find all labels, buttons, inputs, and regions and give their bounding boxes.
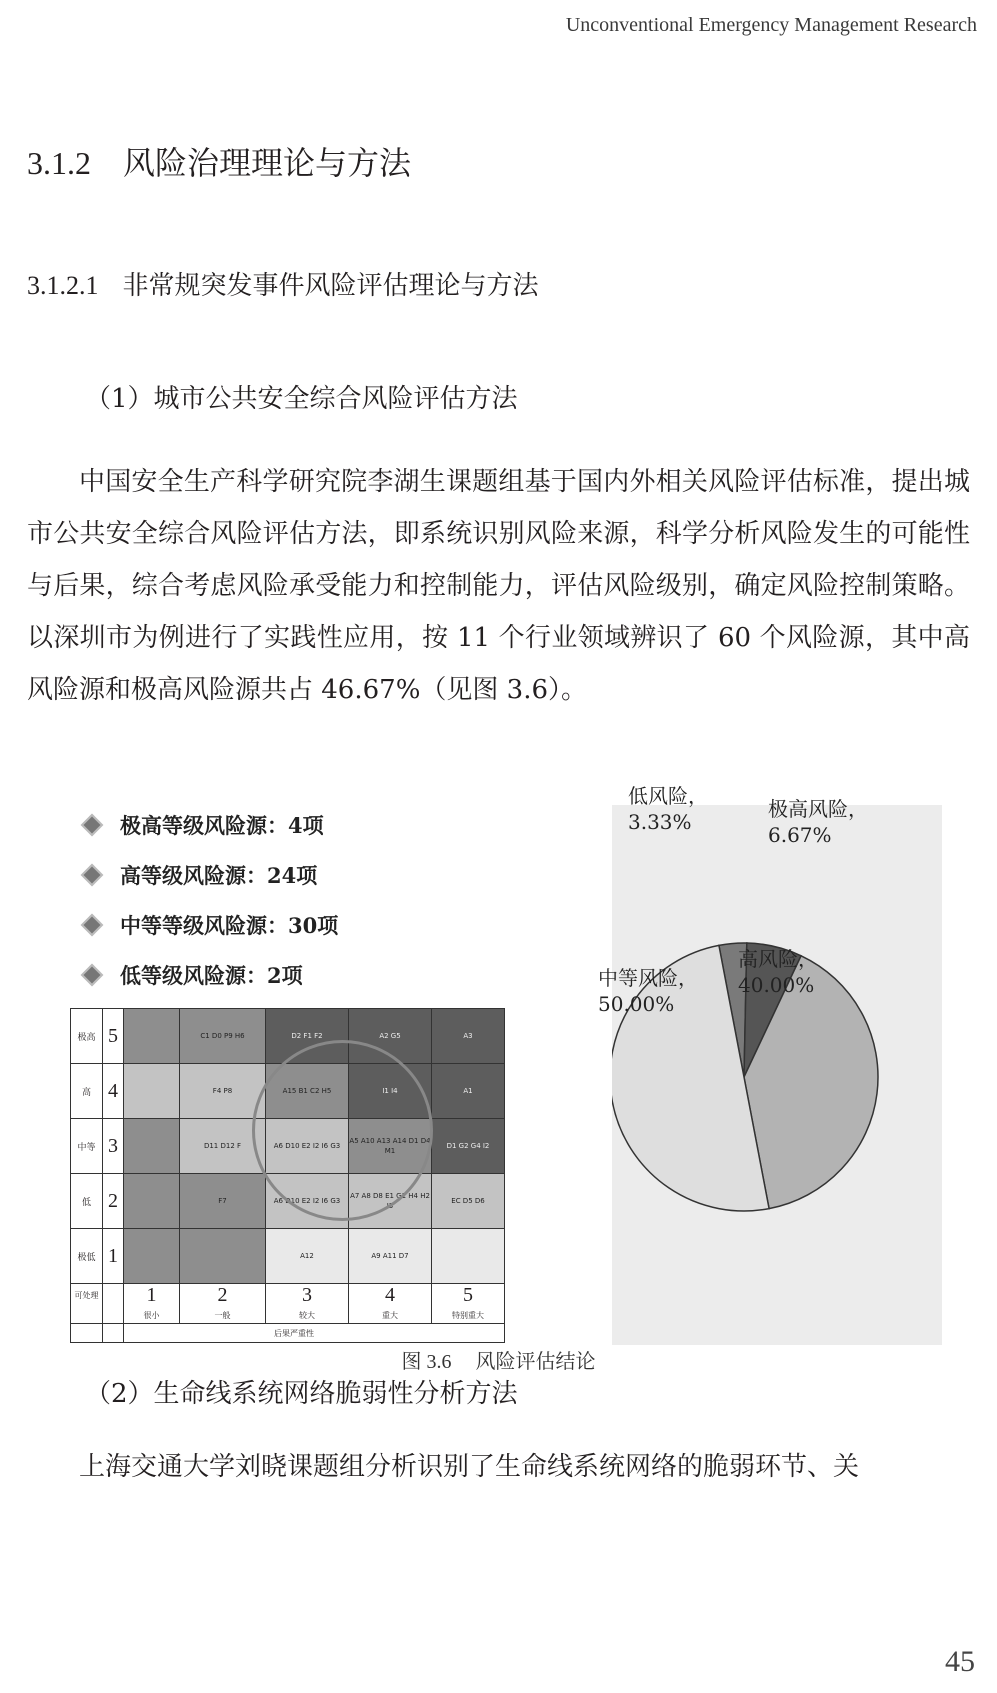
matrix-row-label: 极高 <box>71 1009 103 1064</box>
diamond-bullet-icon <box>81 964 104 987</box>
matrix-cell: I1 I4 <box>349 1064 432 1119</box>
pie-label-high-value: 40.00% <box>738 973 815 997</box>
body-paragraph-2: 上海交通大学刘晓课题组分析识别了生命线系统网络的脆弱环节、关 <box>79 1452 860 1482</box>
matrix-col-number: 3 <box>266 1284 349 1308</box>
matrix-cell <box>432 1229 505 1284</box>
matrix-row-number: 3 <box>103 1119 124 1174</box>
matrix-cell: A9 A11 D7 <box>349 1229 432 1284</box>
matrix-cell: A6 D10 E2 I2 I6 G3 <box>266 1119 349 1174</box>
matrix-cell: D1 G2 G4 I2 <box>432 1119 505 1174</box>
matrix-cell: A5 A10 A13 A14 D1 D4 M1 <box>349 1119 432 1174</box>
matrix-row-label: 中等 <box>71 1119 103 1174</box>
running-head: Unconventional Emergency Management Research <box>565 14 977 36</box>
matrix-cell <box>124 1229 180 1284</box>
risk-pie-chart <box>612 805 942 1345</box>
pie-label-medium: 中等风险， 50.00% <box>598 966 698 1016</box>
matrix-col-number: 4 <box>349 1284 432 1308</box>
matrix-cell: D11 D12 F <box>180 1119 266 1174</box>
matrix-cell: A7 A8 D8 E1 G1 H4 H2 I3 <box>349 1174 432 1229</box>
legend-text: 高等级风险源：24项 <box>120 863 318 888</box>
matrix-cell: A6 D10 E2 I2 I6 G3 <box>266 1174 349 1229</box>
matrix-col-desc: 一般 <box>180 1307 266 1324</box>
matrix-cell <box>124 1119 180 1174</box>
matrix-row-label: 极低 <box>71 1229 103 1284</box>
diamond-bullet-icon <box>81 864 104 887</box>
matrix-row-number: 2 <box>103 1174 124 1229</box>
pie-label-high: 高风险， 40.00% <box>738 947 818 997</box>
matrix-col-number-row <box>71 1284 505 1308</box>
matrix-cell: D2 F1 F2 <box>266 1009 349 1064</box>
diamond-bullet-icon <box>81 814 104 837</box>
matrix-footer-row <box>71 1324 505 1343</box>
legend-item <box>80 800 338 850</box>
matrix-col-desc: 较大 <box>266 1307 349 1324</box>
legend-text: 极高等级风险源：4项 <box>120 813 324 838</box>
matrix-col-desc: 重大 <box>349 1307 432 1324</box>
diamond-bullet-icon <box>81 914 104 937</box>
matrix-col-desc-row <box>71 1307 505 1324</box>
pie-label-very-high-name: 极高风险 <box>768 797 848 821</box>
highlight-circle <box>252 1040 433 1221</box>
matrix-cell: F4 P8 <box>180 1064 266 1119</box>
matrix-cell: A3 <box>432 1009 505 1064</box>
pie-label-low-value: 3.33% <box>628 810 692 834</box>
pie-label-high-name: 高风险 <box>738 947 798 971</box>
matrix-footer-label: 后果严重性 <box>124 1324 505 1343</box>
matrix-row <box>71 1229 505 1284</box>
figure-caption <box>0 1345 997 1374</box>
matrix-cell <box>124 1174 180 1229</box>
matrix-empty-cell <box>71 1324 103 1343</box>
matrix-row-label: 高 <box>71 1064 103 1119</box>
matrix-empty-cell <box>103 1307 124 1324</box>
legend-item <box>80 950 338 1000</box>
item-title-1: （1）城市公共安全综合风险评估方法 <box>85 384 518 414</box>
matrix-row-label: 低 <box>71 1174 103 1229</box>
matrix-cell: A1 <box>432 1064 505 1119</box>
body-paragraph-1: 中国安全生产科学研究院李湖生课题组基于国内外相关风险评估标准，提出城市公共安全综合风险评估方法，即系统识别风险来源，科学分析风险发生的可能性与后果，综合考虑风险承受能力和控制能力，评估风险级别，确定风险控制策略。以深圳市为例进行了实践性应用，按 11 个行业领域辨识了 60 个风险源，其中高风险源和极高风险源共占 46.67%（见图 3.6）。 <box>27 467 970 705</box>
subsection-title <box>27 265 539 302</box>
item-title-2: （2）生命线系统网络脆弱性分析方法 <box>85 1379 518 1409</box>
caption-number: 图 3.6 <box>401 1351 452 1373</box>
matrix-cell <box>124 1064 180 1119</box>
matrix-col-number: 5 <box>432 1284 505 1308</box>
matrix-col-number: 2 <box>180 1284 266 1308</box>
matrix-col-desc: 特别重大 <box>432 1307 505 1324</box>
matrix-col-number: 1 <box>124 1284 180 1308</box>
pie-label-very-high-value: 6.67% <box>768 823 832 847</box>
matrix-cell: F7 <box>180 1174 266 1229</box>
pie-label-medium-value: 50.00% <box>598 992 675 1016</box>
subsection-title-text: 非常规突发事件风险评估理论与方法 <box>122 271 539 301</box>
legend-item <box>80 850 338 900</box>
pie-label-low-name: 低风险 <box>628 784 688 808</box>
matrix-cell: A15 B1 C2 H5 <box>266 1064 349 1119</box>
pie-label-low: 低风险， 3.33% <box>628 784 708 834</box>
matrix-row <box>71 1009 505 1064</box>
matrix-corner-label: 可处理 <box>71 1284 103 1308</box>
matrix-cell: A12 <box>266 1229 349 1284</box>
pie-label-medium-name: 中等风险 <box>598 966 678 990</box>
matrix-col-desc: 很小 <box>124 1307 180 1324</box>
legend-text: 中等等级风险源：30项 <box>120 913 339 938</box>
section-title-text: 风险治理理论与方法 <box>123 144 412 182</box>
pie-label-very-high: 极高风险， 6.67% <box>768 797 868 847</box>
legend-item <box>80 900 338 950</box>
matrix-empty-cell <box>103 1284 124 1308</box>
matrix-cell: EC D5 D6 <box>432 1174 505 1229</box>
section-title <box>27 138 411 184</box>
matrix-cell: A2 G5 <box>349 1009 432 1064</box>
matrix-cell <box>124 1009 180 1064</box>
section-number: 3.1.2 <box>27 145 91 181</box>
caption-title: 风险评估结论 <box>475 1349 596 1373</box>
subsection-number: 3.1.2.1 <box>27 271 99 300</box>
risk-legend <box>80 800 338 1000</box>
matrix-empty-cell <box>103 1324 124 1343</box>
matrix-row-number: 1 <box>103 1229 124 1284</box>
page-number: 45 <box>945 1645 975 1678</box>
legend-text: 低等级风险源：2项 <box>120 963 303 988</box>
matrix-cell: C1 D0 P9 H6 <box>180 1009 266 1064</box>
matrix-row-number: 4 <box>103 1064 124 1119</box>
matrix-cell <box>180 1229 266 1284</box>
matrix-row-number: 5 <box>103 1009 124 1064</box>
matrix-empty-cell <box>71 1307 103 1324</box>
